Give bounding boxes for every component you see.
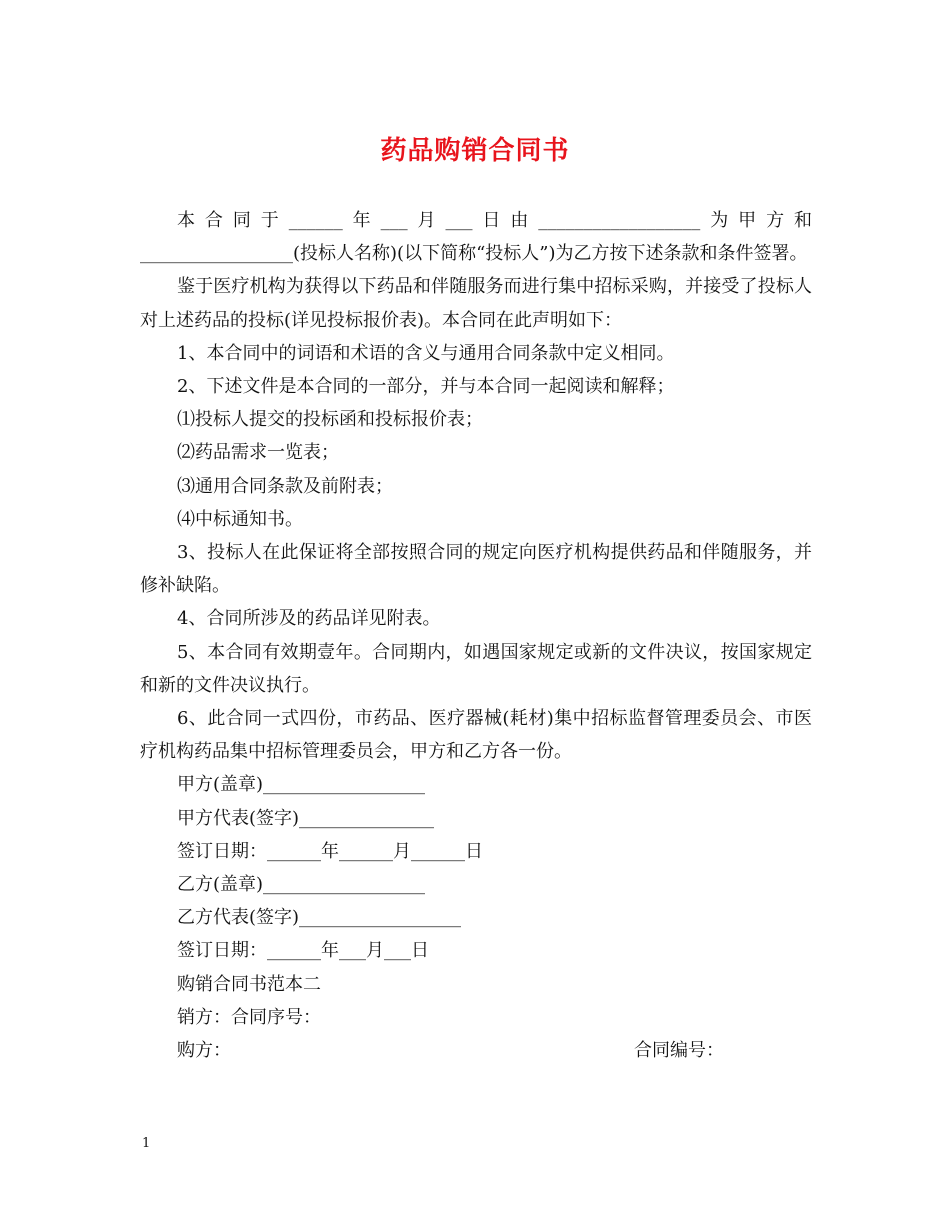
contract-no-label: 合同编号： [634, 1039, 724, 1061]
clause-1: 1、本合同中的词语和术语的含义与通用合同条款中定义相同。 [177, 342, 675, 364]
buyer-row [140, 1034, 812, 1067]
document-title: 药品购销合同书 [380, 136, 570, 166]
paragraph-whereas: 鉴于医疗机构为获得以下药品和伴随服务而进行集中招标采购，并接受了投标人对上述药品的投标(详见投标报价表)。本合同在此声明如下： [140, 276, 812, 331]
clause-2-item-2: ⑵药品需求一览表； [177, 442, 339, 464]
clause-5: 5、本合同有效期壹年。合同期内，如遇国家规定或新的文件决议，按国家规定和新的文件决议执行。 [140, 641, 812, 696]
clause-2-item-4: ⑷中标通知书。 [177, 508, 303, 530]
party-b-date-line: 签订日期：______年___月___日 [177, 940, 429, 962]
clause-2-item-3: ⑶通用合同条款及前附表； [177, 475, 393, 497]
seller-line: 销方：合同序号： [177, 1006, 321, 1028]
sample-two-heading: 购销合同书范本二 [177, 973, 321, 995]
party-b-seal-line: 乙方(盖章)__________________ [177, 874, 426, 896]
party-b-rep-line: 乙方代表(签字)__________________ [177, 907, 462, 929]
party-a-rep-line: 甲方代表(签字)_______________ [177, 807, 435, 829]
clause-3: 3、投标人在此保证将全部按照合同的规定向医疗机构提供药品和伴随服务，并修补缺陷。 [140, 542, 812, 597]
clause-2-item-1: ⑴投标人提交的投标函和投标报价表； [177, 409, 483, 431]
clause-2: 2、下述文件是本合同的一部分，并与本合同一起阅读和解释； [177, 376, 675, 398]
party-a-seal-line: 甲方(盖章)__________________ [177, 774, 426, 796]
clause-4: 4、合同所涉及的药品详见附表。 [177, 608, 441, 630]
party-a-date-line: 签订日期：______年______月______日 [177, 840, 483, 862]
clause-6: 6、此合同一式四份，市药品、医疗器械(耗材)集中招标监督管理委员会、市医疗机构药品集中招标管理委员会，甲方和乙方各一份。 [140, 708, 812, 763]
page-number: 1 [142, 1136, 151, 1151]
paragraph-intro: 本合同于______年___月___日由__________________为甲方和_________________(投标人名称)(以下简称“投标人”)为乙方按下述条款和条件签署。 [140, 210, 812, 265]
buyer-label: 购方： [177, 1039, 231, 1061]
document-body [140, 204, 812, 1067]
